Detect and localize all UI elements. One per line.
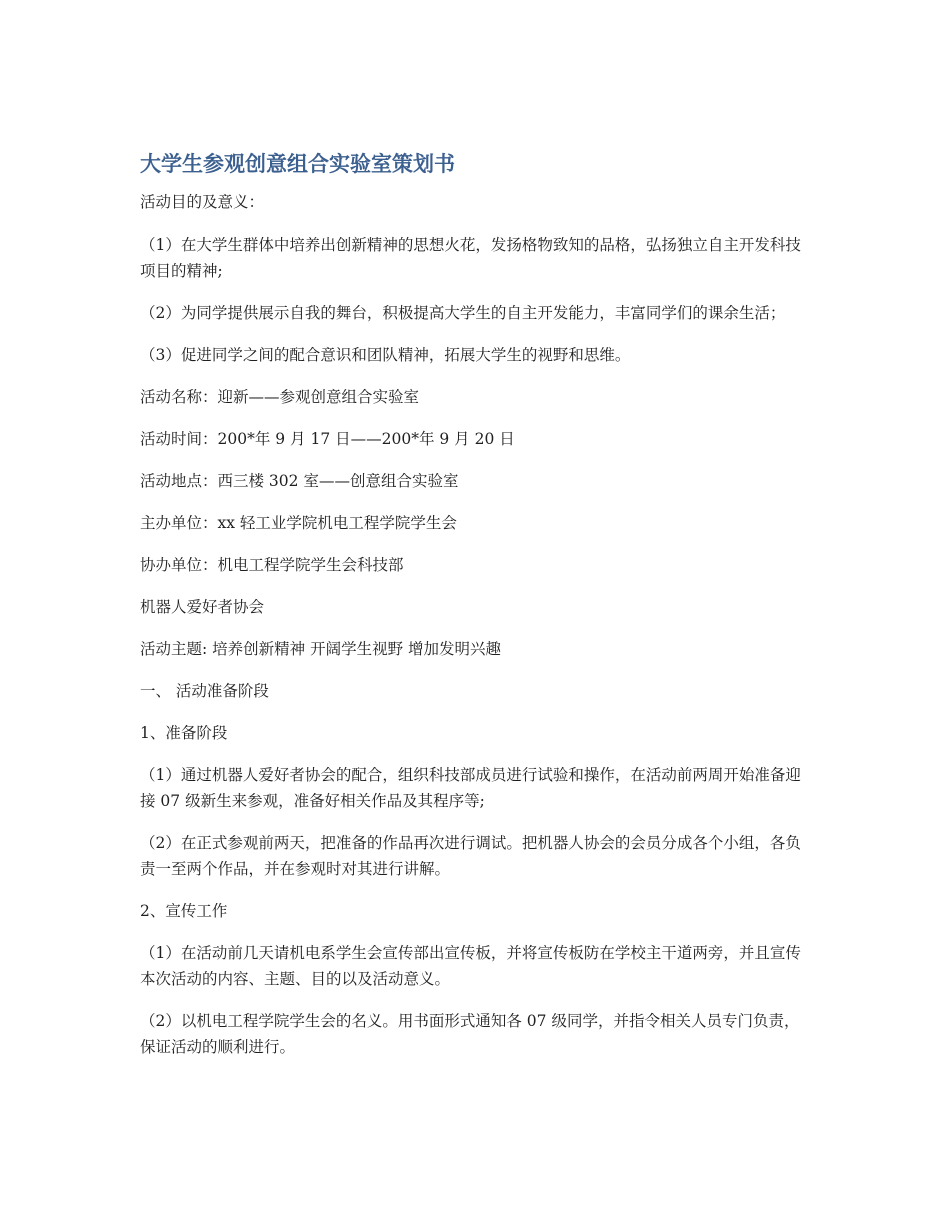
paragraph-purpose-3: （3）促进同学之间的配合意识和团队精神，拓展大学生的视野和思维。	[140, 346, 631, 364]
section-heading-preparation: 一、 活动准备阶段	[140, 682, 269, 700]
paragraph-publicity-1: （1）在活动前几天请机电系学生会宣传部出宣传板，并将宣传板防在学校主干道两旁，并且宣传本次活动的内容、主题、目的以及活动意义。	[140, 944, 801, 988]
paragraph-purpose-2: （2）为同学提供展示自我的舞台，积极提高大学生的自主开发能力，丰富同学们的课余生活；	[140, 304, 786, 322]
paragraph-purpose-1: （1）在大学生群体中培养出创新精神的思想火花，发扬格物致知的品格，弘扬独立自主开发科技项目的精神;	[140, 236, 801, 280]
paragraph-activity-name: 活动名称：迎新——参观创意组合实验室	[140, 388, 420, 406]
paragraph-purpose-heading: 活动目的及意义：	[140, 193, 265, 211]
subsection-heading-publicity: 2、宣传工作	[140, 902, 228, 920]
document-title: 大学生参观创意组合实验室策划书	[140, 152, 455, 176]
paragraph-activity-location: 活动地点：西三楼 302 室——创意组合实验室	[140, 472, 459, 490]
subsection-heading-prep-stage: 1、准备阶段	[140, 724, 228, 742]
paragraph-co-organizer: 协办单位：机电工程学院学生会科技部	[140, 556, 404, 574]
paragraph-publicity-2: （2）以机电工程学院学生会的名义。用书面形式通知各 07 级同学，并指令相关人员专门负责，保证活动的顺利进行。	[140, 1012, 800, 1056]
paragraph-prep-2: （2）在正式参观前两天，把准备的作品再次进行调试。把机器人协会的会员分成各个小组，各负责一至两个作品，并在参观时对其进行讲解。	[140, 834, 801, 878]
paragraph-organizer: 主办单位：xx 轻工业学院机电工程学院学生会	[140, 514, 457, 532]
paragraph-activity-theme: 活动主题: 培养创新精神 开阔学生视野 增加发明兴趣	[140, 640, 502, 658]
paragraph-prep-1: （1）通过机器人爱好者协会的配合，组织科技部成员进行试验和操作，在活动前两周开始准备迎接 07 级新生来参观，准备好相关作品及其程序等;	[140, 766, 801, 810]
document-body	[140, 148, 810, 1076]
paragraph-robot-association: 机器人爱好者协会	[140, 598, 265, 616]
paragraph-activity-time: 活动时间：200*年 9 月 17 日——200*年 9 月 20 日	[140, 430, 515, 448]
